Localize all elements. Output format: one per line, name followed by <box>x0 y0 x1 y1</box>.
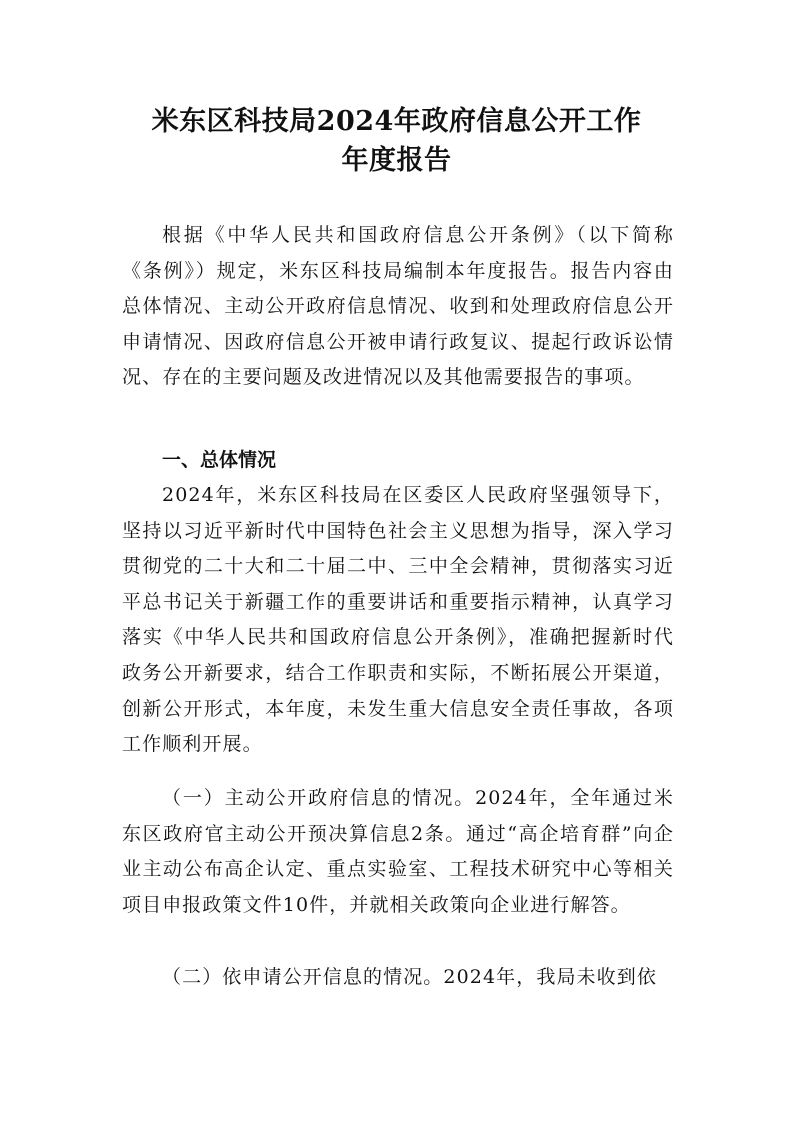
document-title-line2: 年度报告 <box>341 145 452 176</box>
application-disclosure-paragraph: （二）依申请公开信息的情况。2024年，我局未收到依 <box>162 966 657 988</box>
overview-paragraph: 2024年，米东区科技局在区委区人民政府坚强领导下，坚持以习近平新时代中国特色社会主义思想为指导，深入学习贯彻党的二十大和二十届二中、三中全会精神，贯彻落实习近平总书记关于新疆工作的重要讲话和重要指示精神，认真学习落实《中华人民共和国政府信息公开条例》，准确把握新时代政务公开新要求，结合工作职责和实际，不断拓展公开渠道，创新公开形式，本年度，未发生重大信息安全责任事故，各项工作顺利开展。 <box>122 484 674 756</box>
section-heading-overview: 一、总体情况 <box>162 449 277 471</box>
proactive-disclosure-paragraph: （一）主动公开政府信息的情况。2024年，全年通过米东区政府官主动公开预决算信息2条。通过“高企培育群”向企业主动公布高企认定、重点实验室、工程技术研究中心等相关项目申报政策文件10件，并就相关政策向企业进行解答。 <box>122 787 674 916</box>
intro-paragraph: 根据《中华人民共和国政府信息公开条例》（以下简称《条例》）规定，米东区科技局编制本年度报告。报告内容由总体情况、主动公开政府信息情况、收到和处理政府信息公开申请情况、因政府信息公开被申请行政复议、提起行政诉讼情况、存在的主要问题及改进情况以及其他需要报告的事项。 <box>122 224 674 389</box>
document-title-line1: 米东区科技局2024年政府信息公开工作 <box>151 106 642 137</box>
